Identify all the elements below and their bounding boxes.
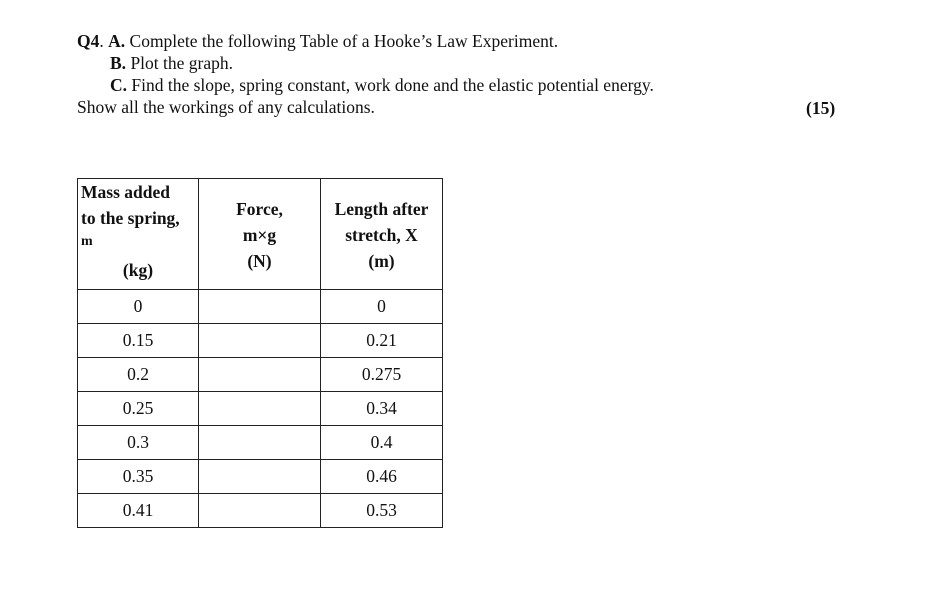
- part-a-text: Complete the following Table of a Hooke’s Law Experiment.: [129, 31, 559, 51]
- cell-force: [199, 426, 321, 460]
- cell-mass: 0.15: [78, 324, 199, 358]
- part-a-line: Q4. A. Complete the following Table of a Hooke’s Law Experiment.: [77, 31, 559, 51]
- cell-force: [199, 358, 321, 392]
- header-mass-line3: m: [81, 234, 93, 249]
- table-row: [78, 324, 443, 358]
- header-mass: [78, 179, 199, 290]
- part-c-line: [77, 74, 857, 96]
- cell-mass: 0.2: [78, 358, 199, 392]
- header-mass-line1: Mass added: [81, 182, 170, 202]
- table-row: [78, 358, 443, 392]
- cell-mass: 0.3: [78, 426, 199, 460]
- cell-force: [199, 494, 321, 528]
- header-force: [199, 179, 321, 290]
- cell-force: [199, 392, 321, 426]
- part-a-label: A.: [108, 31, 126, 51]
- header-length: [321, 179, 443, 290]
- cell-mass: 0.41: [78, 494, 199, 528]
- part-c-text: Find the slope, spring constant, work done and the elastic potential energy.: [131, 75, 654, 95]
- cell-length: 0.34: [321, 392, 443, 426]
- question-block: [77, 30, 857, 118]
- instruction-line: Show all the workings of any calculations.: [77, 97, 375, 117]
- cell-force: [199, 460, 321, 494]
- hookes-law-table: [77, 178, 443, 528]
- marks-label: (15): [806, 98, 836, 118]
- table-row: [78, 494, 443, 528]
- part-b-label: B.: [110, 53, 127, 73]
- cell-mass: 0.35: [78, 460, 199, 494]
- question-number: Q4: [77, 31, 100, 51]
- cell-length: 0.4: [321, 426, 443, 460]
- cell-mass: 0.25: [78, 392, 199, 426]
- table-row: [78, 426, 443, 460]
- table-row: [78, 290, 443, 324]
- header-force-line2: m×g: [242, 225, 277, 245]
- header-length-line2: stretch, X: [345, 225, 418, 245]
- cell-length: 0.21: [321, 324, 443, 358]
- header-length-line1: Length after: [334, 199, 429, 219]
- table-row: [78, 460, 443, 494]
- header-length-unit: (m): [368, 251, 395, 271]
- cell-length: 0: [321, 290, 443, 324]
- table-row: [78, 392, 443, 426]
- cell-length: 0.275: [321, 358, 443, 392]
- cell-force: [199, 324, 321, 358]
- header-force-line1: Force,: [236, 199, 283, 219]
- part-b-line: [77, 52, 857, 74]
- table-header-row: [78, 179, 443, 290]
- header-force-unit: (N): [247, 251, 272, 271]
- cell-mass: 0: [78, 290, 199, 324]
- part-c-label: C.: [110, 75, 128, 95]
- header-mass-line2: to the spring,: [81, 208, 180, 228]
- cell-force: [199, 290, 321, 324]
- cell-length: 0.46: [321, 460, 443, 494]
- cell-length: 0.53: [321, 494, 443, 528]
- part-b-text: Plot the graph.: [130, 53, 233, 73]
- header-mass-unit: (kg): [122, 260, 154, 280]
